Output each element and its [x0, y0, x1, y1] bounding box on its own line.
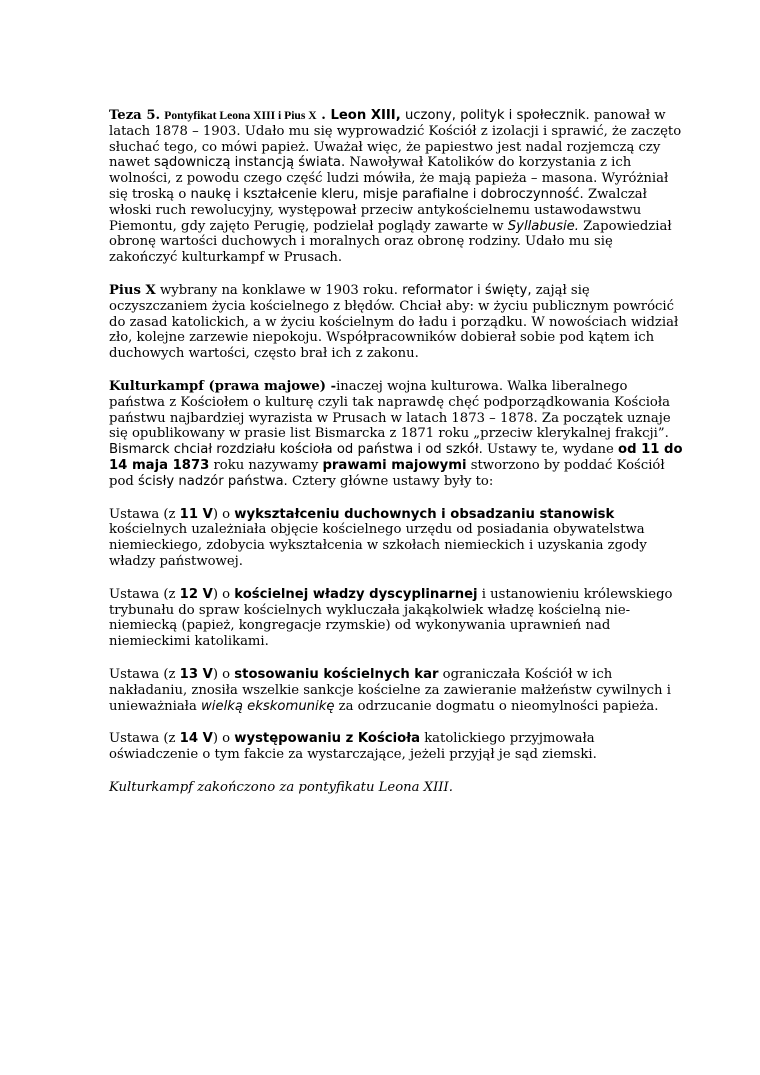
- kulturkampf-heading: Kulturkampf (prawa majowe) -: [109, 378, 337, 394]
- document-page: [109, 108, 685, 813]
- paragraph-law-13-may: Ustawa (z 13 V) o stosowaniu kościelnych kar ograniczała Kościół w ich nakładaniu, znosiła wszelkie sankcje kościelne za zawieranie małżeństw cywilnych i unieważniała wielką ekskomunikę za odrzucanie dogmatu o nieomylności papieża.: [109, 666, 671, 714]
- leon-xiii-heading: Leon XIII,: [330, 108, 401, 123]
- paragraph-law-12-may: Ustawa (z 12 V) o kościelnej władzy dyscyplinarnej i ustanowieniu królewskiego trybunału do spraw kościelnych wykluczała jakąkolwiek władzę kościelną nie-niemiecką (papież, kongregacje rzymskie) od wykonywania uprawnień nad niemieckimi katolikami.: [109, 586, 673, 650]
- pius-x-heading: Pius X: [109, 282, 156, 298]
- paragraph-law-11-may: Ustawa (z 11 V) o wykształceniu duchownych i obsadzaniu stanowisk kościelnych uzależniała objęcie kościelnego urzędu od posiadania obywatelstwa niemieckiego, zdobycia wykształcenia w szkołach niemieckich i uzyskania zgody władzy państwowej.: [109, 506, 647, 569]
- thesis-topic: Pontyfikat Leona XIII i Pius X: [164, 109, 317, 122]
- paragraph-conclusion: Kulturkampf zakończono za pontyfikatu Leona XIII.: [109, 779, 453, 795]
- paragraph-kulturkampf: Kulturkampf (prawa majowe) -inaczej wojna kulturowa. Walka liberalnego państwa z Kościołem o kulturę czyli tak naprawdę chęć podporządkowania Kościoła państwu najbardziej wyrazista w Prusach w latach 1873 – 1878. Za początek uznaje się opublikowany w prasie list Bismarcka z 1871 roku „przeciw klerykalnej frakcji”. Bismarck chciał rozdziału kościoła od państwa i od szkół. Ustawy te, wydane od 11 do 14 maja 1873 roku nazywamy prawami majowymi stworzono by poddać Kościół pod ścisły nadzór państwa. Cztery główne ustawy były to:: [109, 378, 683, 489]
- paragraph-law-14-may: Ustawa (z 14 V) o występowaniu z Kościoła katolickiego przyjmowała oświadczenie o tym fakcie za wystarczające, jeżeli przyjął je sąd ziemski.: [109, 731, 597, 763]
- thesis-label: Teza 5.: [109, 108, 161, 123]
- paragraph-pius-x: Pius X wybrany na konklawe w 1903 roku. reformator i święty, zajął się oczyszczaniem życia kościelnego z błędów. Chciał aby: w życiu publicznym powrócić do zasad katolickich, a w życiu kościelnym do ładu i porządku. W nowościach widział zło, kolejne zarzewie niepokoju. Współpracowników dobierał sobie pod kątem ich duchowych wartości, często brał ich z zakonu.: [109, 282, 679, 362]
- paragraph-leon-xiii: Teza 5. Pontyfikat Leona XIII i Pius X . Leon XIII, uczony, polityk i społecznik. panował w latach 1878 – 1903. Udało mu się wyprowadzić Kościół z izolacji i sprawić, że zaczęto słuchać tego, co mówi papież. Uważał więc, że papiestwo jest nadal rozjemczą czy nawet sądowniczą instancją świata. Nawoływał Katolików do korzystania z ich wolności, z powodu czego część ludzi mówiła, że mają papieża – masona. Wyróżniał się troską o naukę i kształcenie kleru, misje parafialne i dobroczynność. Zwalczał włoski ruch rewolucyjny, występował przeciw antykościelnemu ustawodawstwu Piemontu, gdy zajęto Perugię, podzielał poglądy zawarte w Syllabusie. Zapowiedział obronę wartości duchowych i moralnych oraz obronę rodziny. Udało mu się zakończyć kulturkampf w Prusach.: [109, 108, 682, 266]
